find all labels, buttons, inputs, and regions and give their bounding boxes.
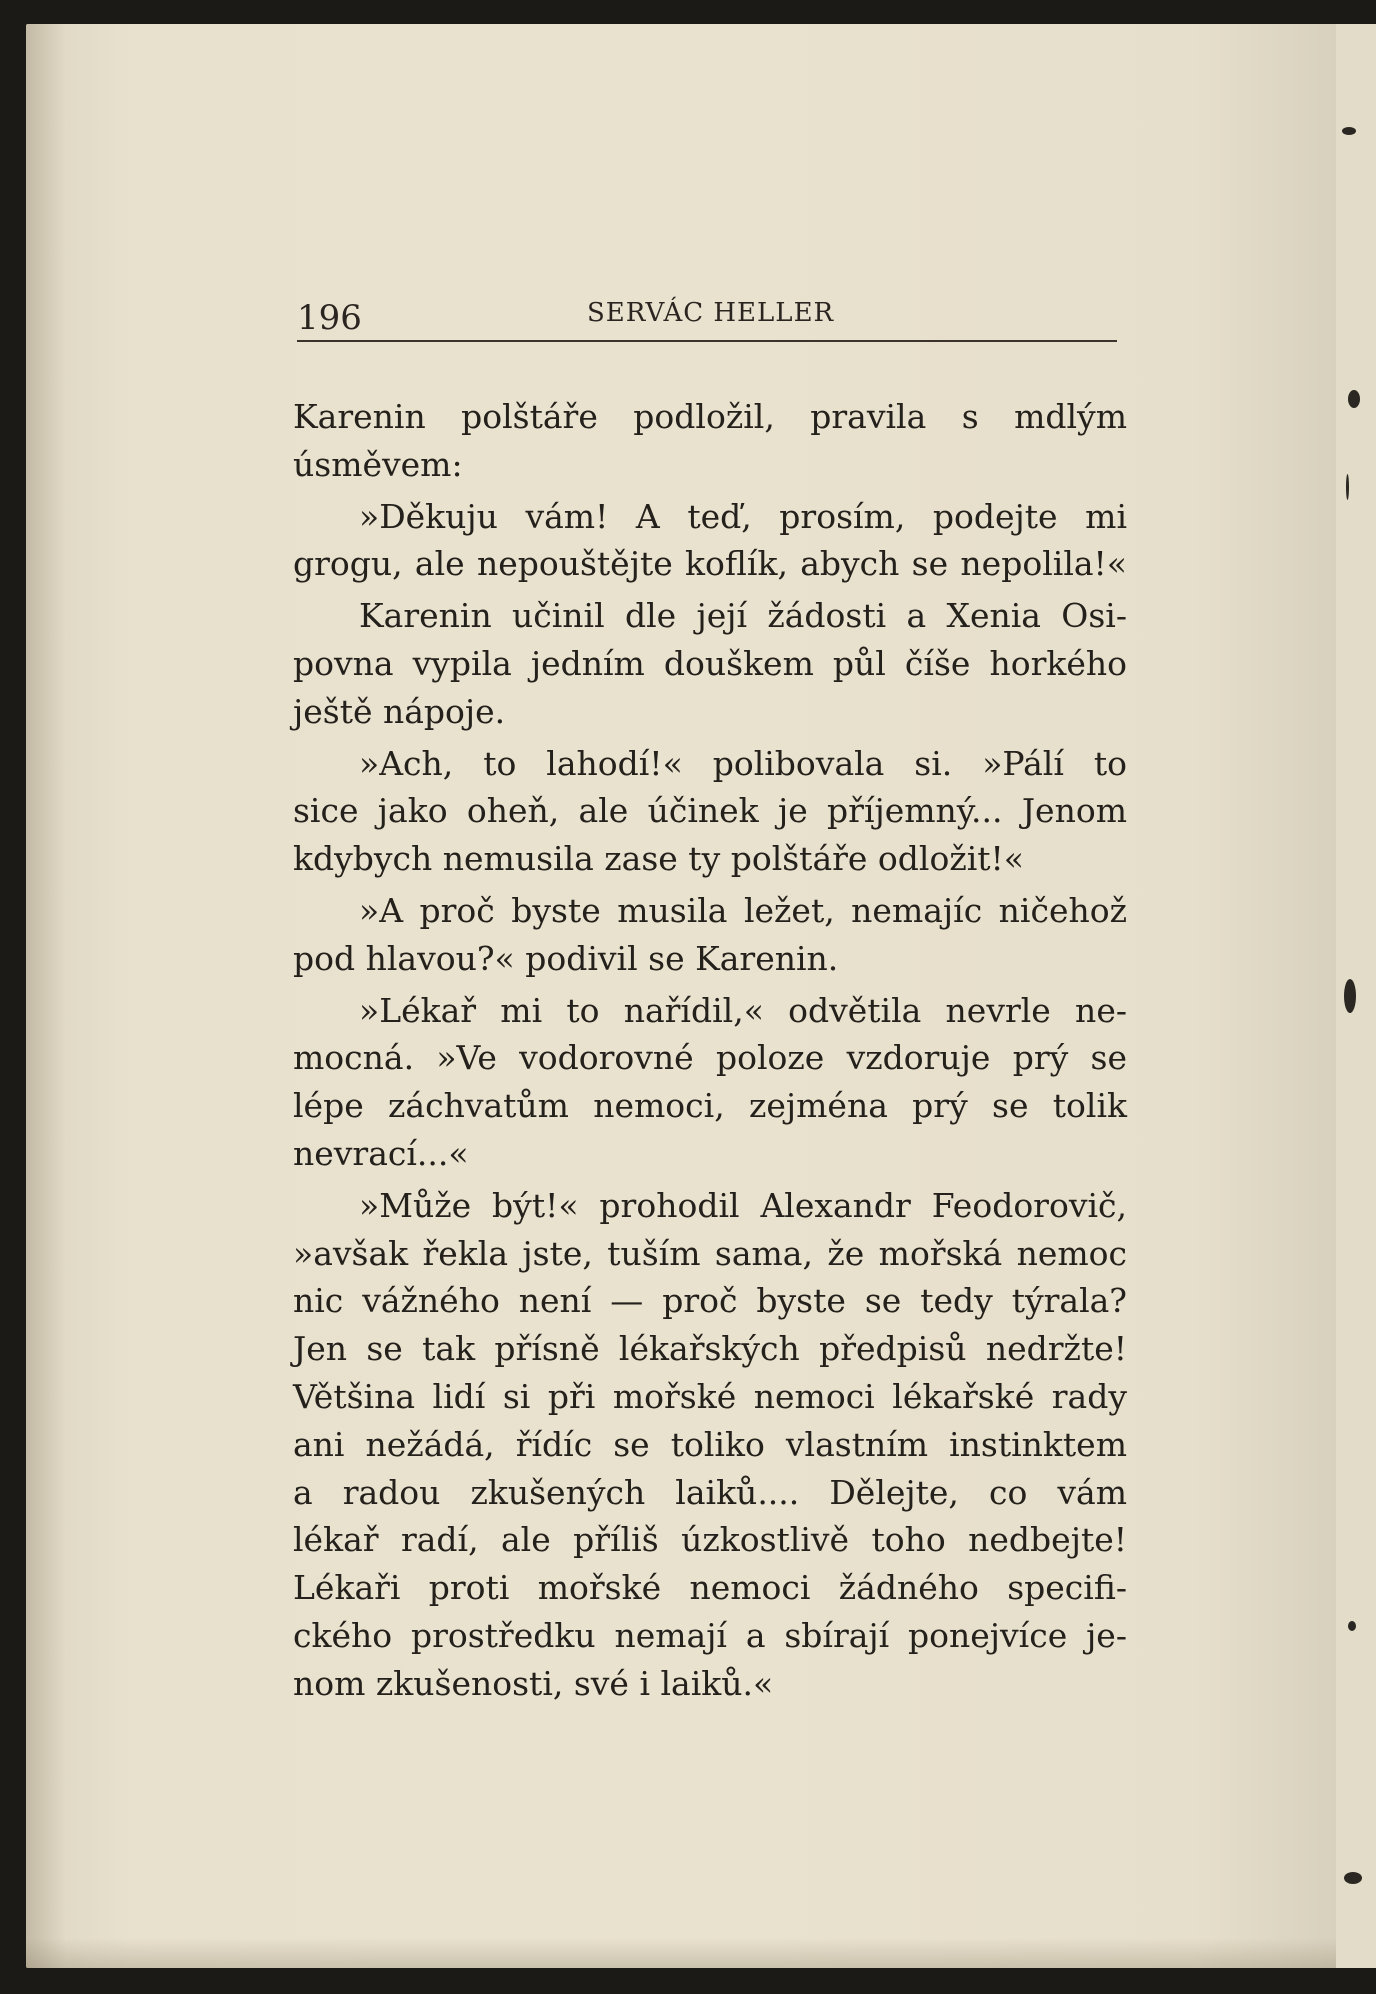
text-line: lépe záchvatům nemoci, zejména prý se tolik <box>293 1086 1127 1126</box>
next-page-edge <box>1336 24 1376 1968</box>
text-line: mocná. »Ve vodorovné poloze vzdoruje prý se <box>293 1038 1127 1078</box>
text-line: Většina lidí si při mořské nemoci lékařské rady <box>293 1376 1127 1416</box>
text-line: kdybych nemusila zase ty polštáře odložit!« <box>293 839 1024 879</box>
text-line: »Ach, to lahodí!« polibovala si. »Pálí to <box>359 743 1127 783</box>
page-gutter-shadow <box>26 24 66 1968</box>
paragraph <box>293 887 1127 983</box>
text-line: povna vypila jedním douškem půl číše horkého <box>293 643 1127 683</box>
running-head: SERVÁC HELLER <box>587 298 835 328</box>
text-line: »Děkuju vám! A teď, prosím, podejte mi <box>359 496 1127 536</box>
paragraph <box>293 987 1127 1178</box>
text-line: nevrací...« <box>293 1133 469 1173</box>
paragraph <box>293 393 1127 489</box>
paragraph <box>293 592 1127 735</box>
text-line: »Lékař mi to nařídil,« odvětila nevrle ne- <box>359 990 1127 1030</box>
text-line: Karenin polštáře podložil, pravila s mdlým <box>293 397 1127 436</box>
text-line: Lékaři proti mořské nemoci žádného specifi- <box>293 1568 1127 1608</box>
text-line: nic vážného není — proč byste se tedy týrala? <box>293 1281 1127 1321</box>
text-line: grogu, ale nepouštějte koflík, abych se nepolila!« <box>293 544 1127 584</box>
text-line: pod hlavou?« podivil se Karenin. <box>293 938 839 978</box>
text-line: Jen se tak přísně lékařských předpisů nedržte! <box>293 1329 1127 1369</box>
paragraph <box>293 493 1127 589</box>
text-line: »Může být!« prohodil Alexandr Feodorovič, <box>359 1185 1127 1225</box>
text-line: ckého prostředku nemají a sbírají ponejvíce je- <box>293 1615 1127 1655</box>
text-line: sice jako oheň, ale účinek je příjemný... Jenom <box>293 791 1127 831</box>
paragraph <box>293 1182 1127 1708</box>
text-line: »avšak řekla jste, tuším sama, že mořská nemoc <box>293 1233 1127 1273</box>
text-line: ani nežádá, řídíc se toliko vlastním instinktem <box>293 1424 1127 1464</box>
text-line: ještě nápoje. <box>293 691 506 731</box>
body-text <box>293 393 1127 1712</box>
page-header <box>297 290 1117 342</box>
text-line: nom zkušenosti, své i laiků.« <box>293 1663 774 1703</box>
text-line: »A proč byste musila ležet, nemajíc ničehož <box>359 890 1127 930</box>
page-bottom-shadow <box>26 1938 1354 1968</box>
paragraph <box>293 740 1127 883</box>
text-line: Karenin učinil dle její žádosti a Xenia Osi- <box>359 596 1127 636</box>
page-number: 196 <box>297 298 362 338</box>
text-line: úsměvem: <box>293 444 463 484</box>
text-line: a radou zkušených laiků.... Dělejte, co vám <box>293 1472 1127 1512</box>
text-line: lékař radí, ale příliš úzkostlivě toho nedbejte! <box>293 1520 1127 1560</box>
